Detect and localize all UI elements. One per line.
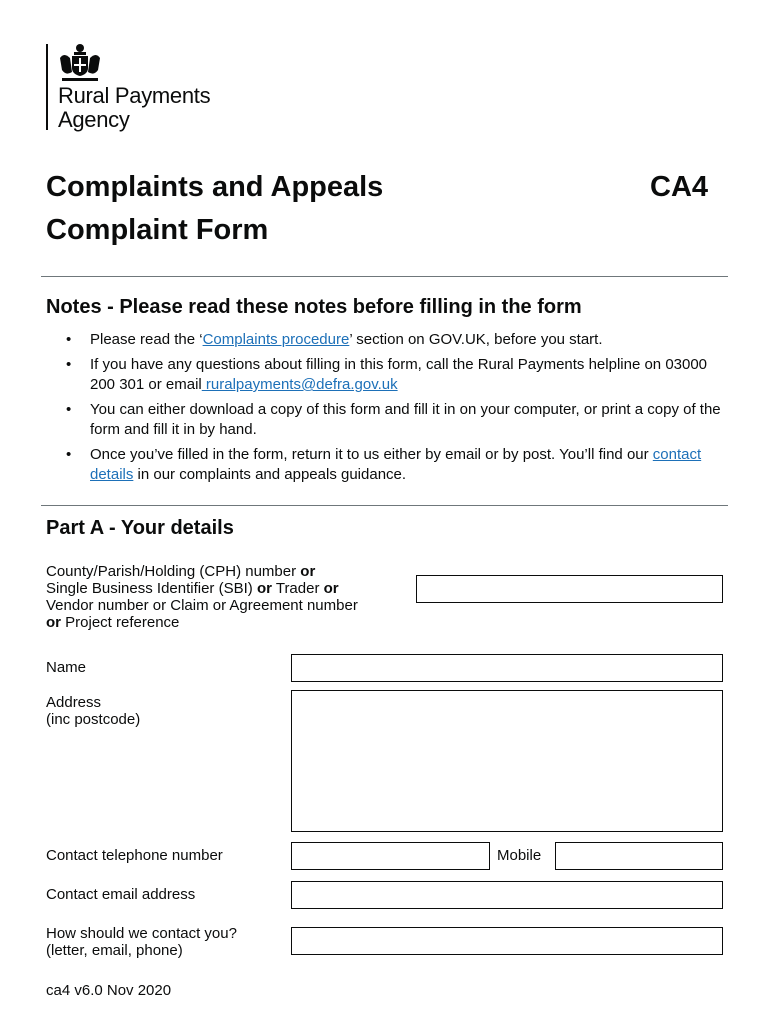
ref-or-3: or bbox=[323, 580, 339, 597]
note3-text: You can either download a copy of this form and fill it in on your computer, or print a copy of the form and fill it in by hand. bbox=[90, 401, 721, 438]
notes-list bbox=[46, 330, 726, 490]
ref-text-2: Single Business Identifier (SBI) bbox=[46, 580, 257, 597]
address-label-line2: (inc postcode) bbox=[46, 711, 141, 728]
ref-text-5: Project reference bbox=[61, 614, 180, 631]
logo-divider bbox=[46, 44, 48, 130]
page-title bbox=[46, 166, 383, 252]
contact-method-field[interactable] bbox=[291, 927, 723, 955]
ref-text-4: Vendor number or Claim or Agreement number bbox=[46, 597, 358, 614]
divider-notes bbox=[41, 505, 728, 506]
title-line1: Complaints and Appeals bbox=[46, 171, 384, 203]
email-label: Contact email address bbox=[46, 886, 196, 903]
ref-or-2: or bbox=[256, 580, 272, 597]
name-label: Name bbox=[46, 659, 87, 676]
address-label-line1: Address bbox=[46, 694, 102, 711]
ref-text-1: County/Parish/Holding (CPH) number bbox=[46, 563, 301, 580]
list-item bbox=[46, 355, 726, 395]
part-a-heading: Part A - Your details bbox=[46, 517, 234, 539]
note2-text: If you have any questions about filling in this form, call the Rural Payments helpline on 03000 200 301 or email bbox=[90, 356, 708, 393]
form-version: ca4 v6.0 Nov 2020 bbox=[46, 982, 172, 999]
ref-text-3: Trader bbox=[271, 580, 324, 597]
note1-text-a: Please read the ‘ bbox=[90, 331, 203, 348]
complaints-procedure-link[interactable]: Complaints procedure bbox=[202, 331, 350, 348]
contact-method-label bbox=[46, 925, 237, 959]
address-field[interactable] bbox=[291, 690, 723, 832]
note4-text-a: Once you’ve filled in the form, return it to us either by email or by post. You’ll find our bbox=[90, 446, 653, 463]
royal-crest-icon bbox=[56, 42, 104, 84]
address-label bbox=[46, 694, 140, 728]
note4-text-b: in our complaints and appeals guidance. bbox=[133, 466, 407, 483]
list-item bbox=[46, 400, 726, 440]
phone-label: Contact telephone number bbox=[46, 847, 223, 864]
org-name-line1: Rural Payments bbox=[58, 83, 211, 108]
mobile-label: Mobile bbox=[497, 847, 542, 864]
notes-heading: Notes - Please read these notes before filling in the form bbox=[46, 296, 582, 318]
mobile-field[interactable] bbox=[555, 842, 723, 870]
organisation-name bbox=[58, 84, 210, 132]
list-item bbox=[46, 445, 726, 485]
contact-label-line2: (letter, email, phone) bbox=[46, 942, 183, 959]
note1-text-b: ’ section on GOV.UK, before you start. bbox=[349, 331, 603, 348]
reference-label bbox=[46, 563, 416, 631]
contact-details-link[interactable]: contact details bbox=[90, 446, 702, 483]
title-line2: Complaint Form bbox=[46, 214, 269, 246]
form-code: CA4 bbox=[650, 171, 709, 203]
org-name-line2: Agency bbox=[58, 107, 130, 132]
name-field[interactable] bbox=[291, 654, 723, 682]
list-item bbox=[46, 330, 726, 350]
contact-label-line1: How should we contact you? bbox=[46, 925, 237, 942]
ref-or-4: or bbox=[46, 614, 61, 631]
phone-field[interactable] bbox=[291, 842, 490, 870]
email-link[interactable]: ruralpayments@defra.gov.uk bbox=[201, 376, 398, 393]
email-field[interactable] bbox=[291, 881, 723, 909]
divider-top bbox=[41, 276, 728, 277]
reference-number-field[interactable] bbox=[416, 575, 723, 603]
ref-or-1: or bbox=[300, 563, 316, 580]
